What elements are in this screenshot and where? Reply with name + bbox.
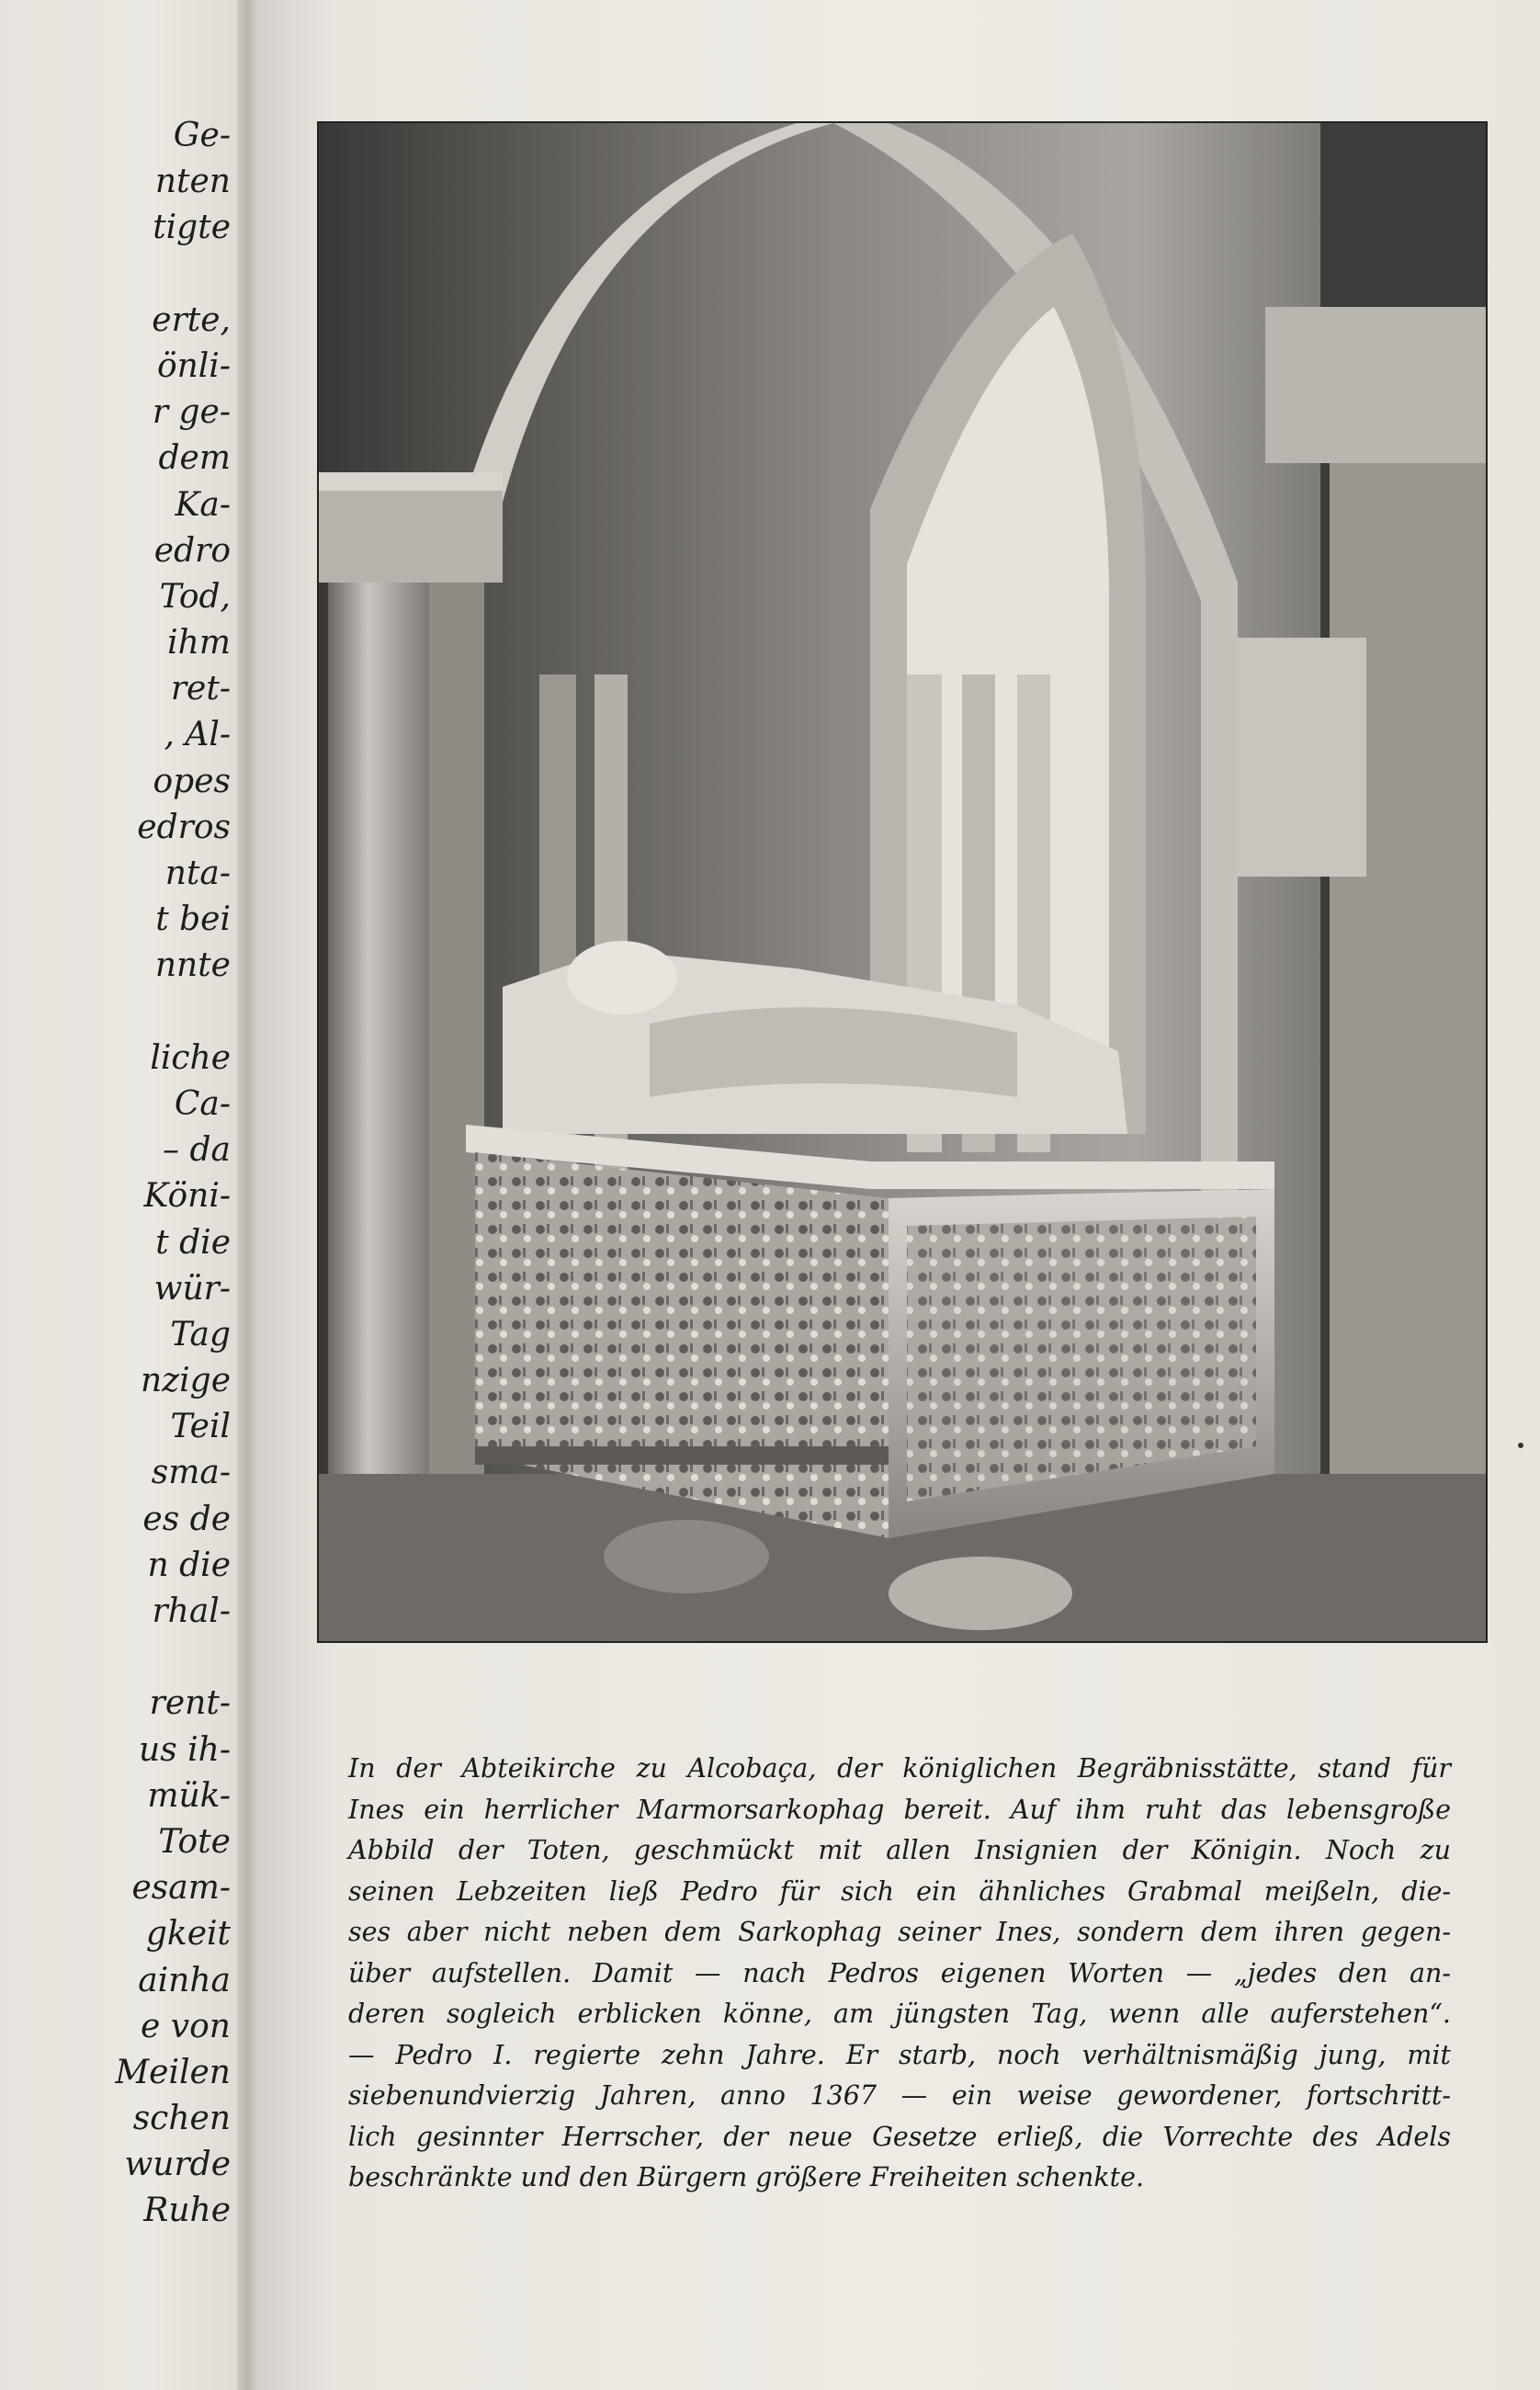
text-fragment: opes xyxy=(153,762,231,800)
text-fragment: , Al- xyxy=(164,716,231,754)
page-speck xyxy=(1518,1443,1523,1448)
text-fragment: rhal- xyxy=(152,1592,231,1630)
text-fragment: n die xyxy=(147,1546,231,1584)
text-fragment: edro xyxy=(153,531,231,570)
text-fragment: – da xyxy=(163,1131,231,1170)
caption-line: seinen Lebzeiten ließ Pedro für sich ein ähnliches Grabmal meißeln, die- xyxy=(348,1875,1451,1907)
text-fragment: wurde xyxy=(124,2146,231,2184)
text-fragment: sma- xyxy=(151,1454,231,1492)
photo-caption xyxy=(348,1749,1451,2199)
text-fragment: us ih- xyxy=(139,1730,231,1769)
paragraph-gap xyxy=(10,252,231,298)
sarcophagus-photo xyxy=(319,123,1486,1641)
text-fragment: Köni- xyxy=(143,1177,231,1216)
text-fragment: edros xyxy=(137,808,231,846)
text-fragment: nzige xyxy=(140,1362,231,1400)
caption-line: siebenundvierzig Jahren, anno 1367 — ein weise gewordener, fortschritt- xyxy=(348,2080,1451,2111)
paragraph-gap xyxy=(10,990,231,1036)
text-fragment: Tote xyxy=(158,1822,231,1861)
text-fragment: Ruhe xyxy=(143,2192,231,2230)
text-fragment: liche xyxy=(150,1038,231,1077)
caption-line: Abbild der Toten, geschmückt mit allen Insignien der Königin. Noch zu xyxy=(348,1835,1451,1865)
text-fragment: Tag xyxy=(170,1315,231,1354)
paragraph-gap xyxy=(10,1635,231,1681)
text-fragment: tigte xyxy=(153,209,231,247)
caption-line: deren sogleich erblicken könne, am jüngsten Tag, wenn alle auferstehen“. xyxy=(348,1999,1451,2029)
text-fragment: ihm xyxy=(167,624,231,663)
book-gutter xyxy=(237,0,257,2390)
text-fragment: esam- xyxy=(131,1869,231,1908)
caption-line: Ines ein herrlicher Marmorsarkophag bereit. Auf ihm ruht das lebensgroße xyxy=(348,1794,1451,1825)
text-fragment: es de xyxy=(142,1500,231,1538)
text-fragment: rent- xyxy=(149,1684,231,1723)
text-fragment: Ge- xyxy=(173,117,231,154)
caption-line: — Pedro I. regierte zehn Jahre. Er starb, noch verhältnismäßig jung, mit xyxy=(348,2039,1451,2070)
text-fragment: Ka- xyxy=(175,485,231,524)
caption-line: beschränkte und den Bürgern größere Freiheiten schenkte. xyxy=(348,2162,1145,2192)
text-fragment: e von xyxy=(141,2007,231,2045)
text-fragment: mük- xyxy=(147,1776,231,1815)
text-fragment: t bei xyxy=(155,900,231,939)
text-fragment: gkeit xyxy=(145,1915,231,1954)
text-fragment: Meilen xyxy=(115,2053,231,2091)
text-fragment: nnte xyxy=(154,946,231,985)
text-fragment: wür- xyxy=(153,1269,231,1308)
text-fragment: t die xyxy=(155,1223,231,1262)
caption-line: In der Abteikirche zu Alcobaça, der königlichen Begräbnisstätte, stand für xyxy=(348,1753,1451,1784)
sarcophagus-photo-drawing xyxy=(319,123,1486,1641)
left-page xyxy=(0,0,253,2390)
text-fragment: erte, xyxy=(152,300,231,339)
caption-line: lich gesinnter Herrscher, der neue Gesetze erließ, die Vorrechte des Adels xyxy=(348,2121,1451,2152)
text-fragment: Tod, xyxy=(159,577,231,616)
left-page-text-fragments xyxy=(10,113,231,2235)
text-fragment: nten xyxy=(154,163,231,201)
text-fragment: Ca- xyxy=(174,1084,231,1123)
text-fragment: r ge- xyxy=(152,393,231,432)
text-fragment: ret- xyxy=(170,670,231,708)
text-fragment: dem xyxy=(158,439,231,478)
text-fragment: nta- xyxy=(164,855,231,892)
text-fragment: önli- xyxy=(156,346,231,385)
text-fragment: schen xyxy=(132,2100,231,2138)
text-fragment: Teil xyxy=(170,1408,231,1446)
text-fragment: ainha xyxy=(138,1961,231,1999)
caption-line: ses aber nicht neben dem Sarkophag seiner Ines, sondern dem ihren gegen- xyxy=(348,1917,1451,1947)
caption-line: über aufstellen. Damit — nach Pedros eigenen Worten — „jedes den an- xyxy=(348,1957,1451,1988)
